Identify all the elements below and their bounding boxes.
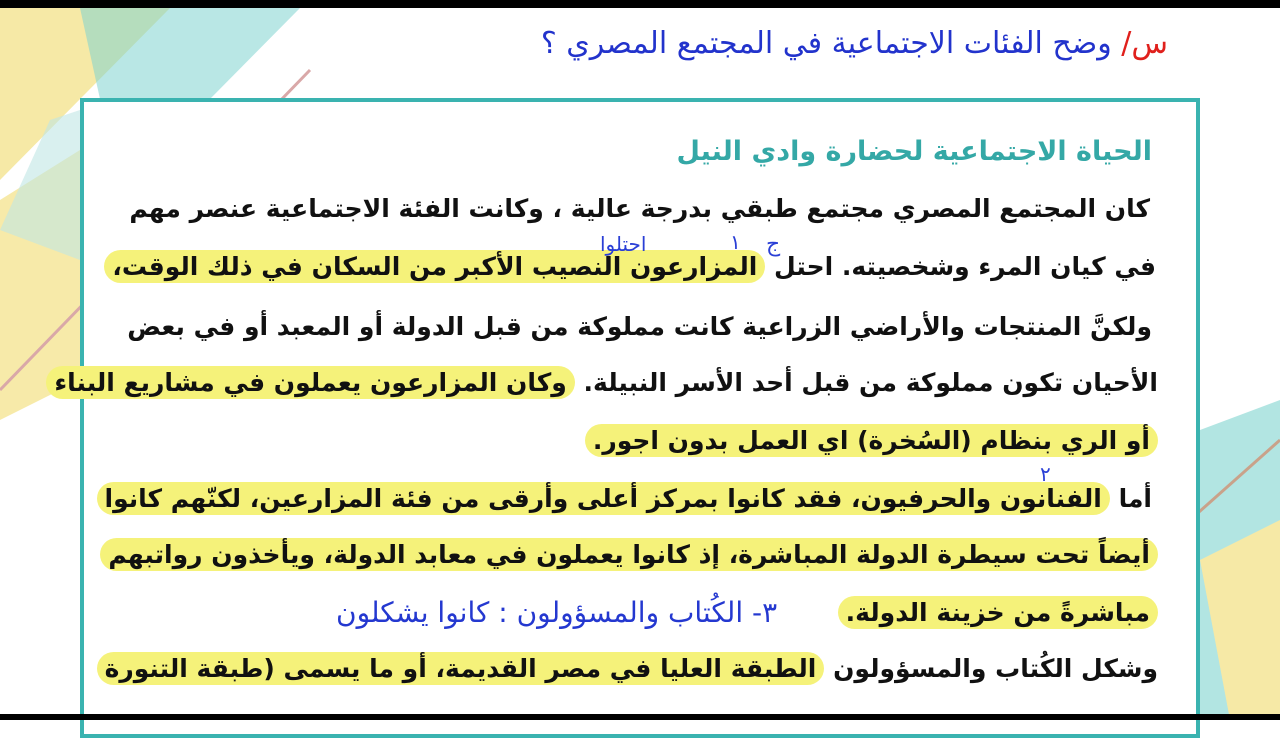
section-heading: الحياة الاجتماعية لحضارة وادي النيل [676,136,1152,167]
highlighted-text: الطبقة العليا في مصر القديمة، أو ما يسمى (طبقة التنورة [97,652,825,685]
annotation-number-2: ٢ [1040,462,1051,486]
text-line [129,194,1150,223]
text-line [838,598,1158,627]
annotation-number-1: ١ [730,230,741,254]
text-span: الأحيان تكون مملوكة من قبل أحد الأسر النبيلة. [583,368,1158,397]
highlighted-text: أيضاً تحت سيطرة الدولة المباشرة، إذ كانوا يعملون في معابد الدولة، ويأخذون رواتبهم [100,538,1158,571]
annotation-point-3: ٣- الكُتاب والمسؤولون : كانوا يشكلون [336,596,778,629]
text-line [127,312,1152,341]
text-span: وشكل الكُتاب والمسؤولون [833,654,1158,683]
highlighted-text: وكان المزارعون يعملون في مشاريع البناء [46,366,574,399]
highlighted-text: مباشرةً من خزينة الدولة. [838,596,1158,629]
text-line [100,540,1158,569]
text-line [97,484,1152,513]
annotation-word: احتلوا [600,232,647,256]
text-span: ولكنَّ المنتجات والأراضي الزراعية كانت مملوكة من قبل الدولة أو المعبد أو في بعض [127,312,1152,341]
highlighted-text: أو الري بنظام (السُخرة) اي العمل بدون اجور. [585,424,1158,457]
text-span: أما [1118,484,1152,513]
text-line [46,368,1158,397]
question-prefix: س/ [1121,26,1168,61]
text-line [104,252,1156,281]
text-line [97,654,1158,683]
highlighted-text: المزارعون النصيب الأكبر من السكان في ذلك الوقت، [104,250,765,283]
text-span: كان المجتمع المصري مجتمع طبقي بدرجة عالية ، وكانت الفئة الاجتماعية عنصر مهم [129,194,1150,223]
annotation-answer-mark: ج [766,232,781,257]
top-black-bar [0,0,1280,8]
bottom-black-bar [0,714,1280,720]
highlighted-text: الفنانون والحرفيون، فقد كانوا بمركز أعلى وأرقى من فئة المزارعين، لكنّهم كانوا [97,482,1110,515]
question-title [541,26,1168,61]
text-line [585,426,1158,455]
text-span: في كيان المرء وشخصيته. احتل [774,252,1156,281]
question-text: وضح الفئات الاجتماعية في المجتمع المصري ؟ [540,26,1112,61]
